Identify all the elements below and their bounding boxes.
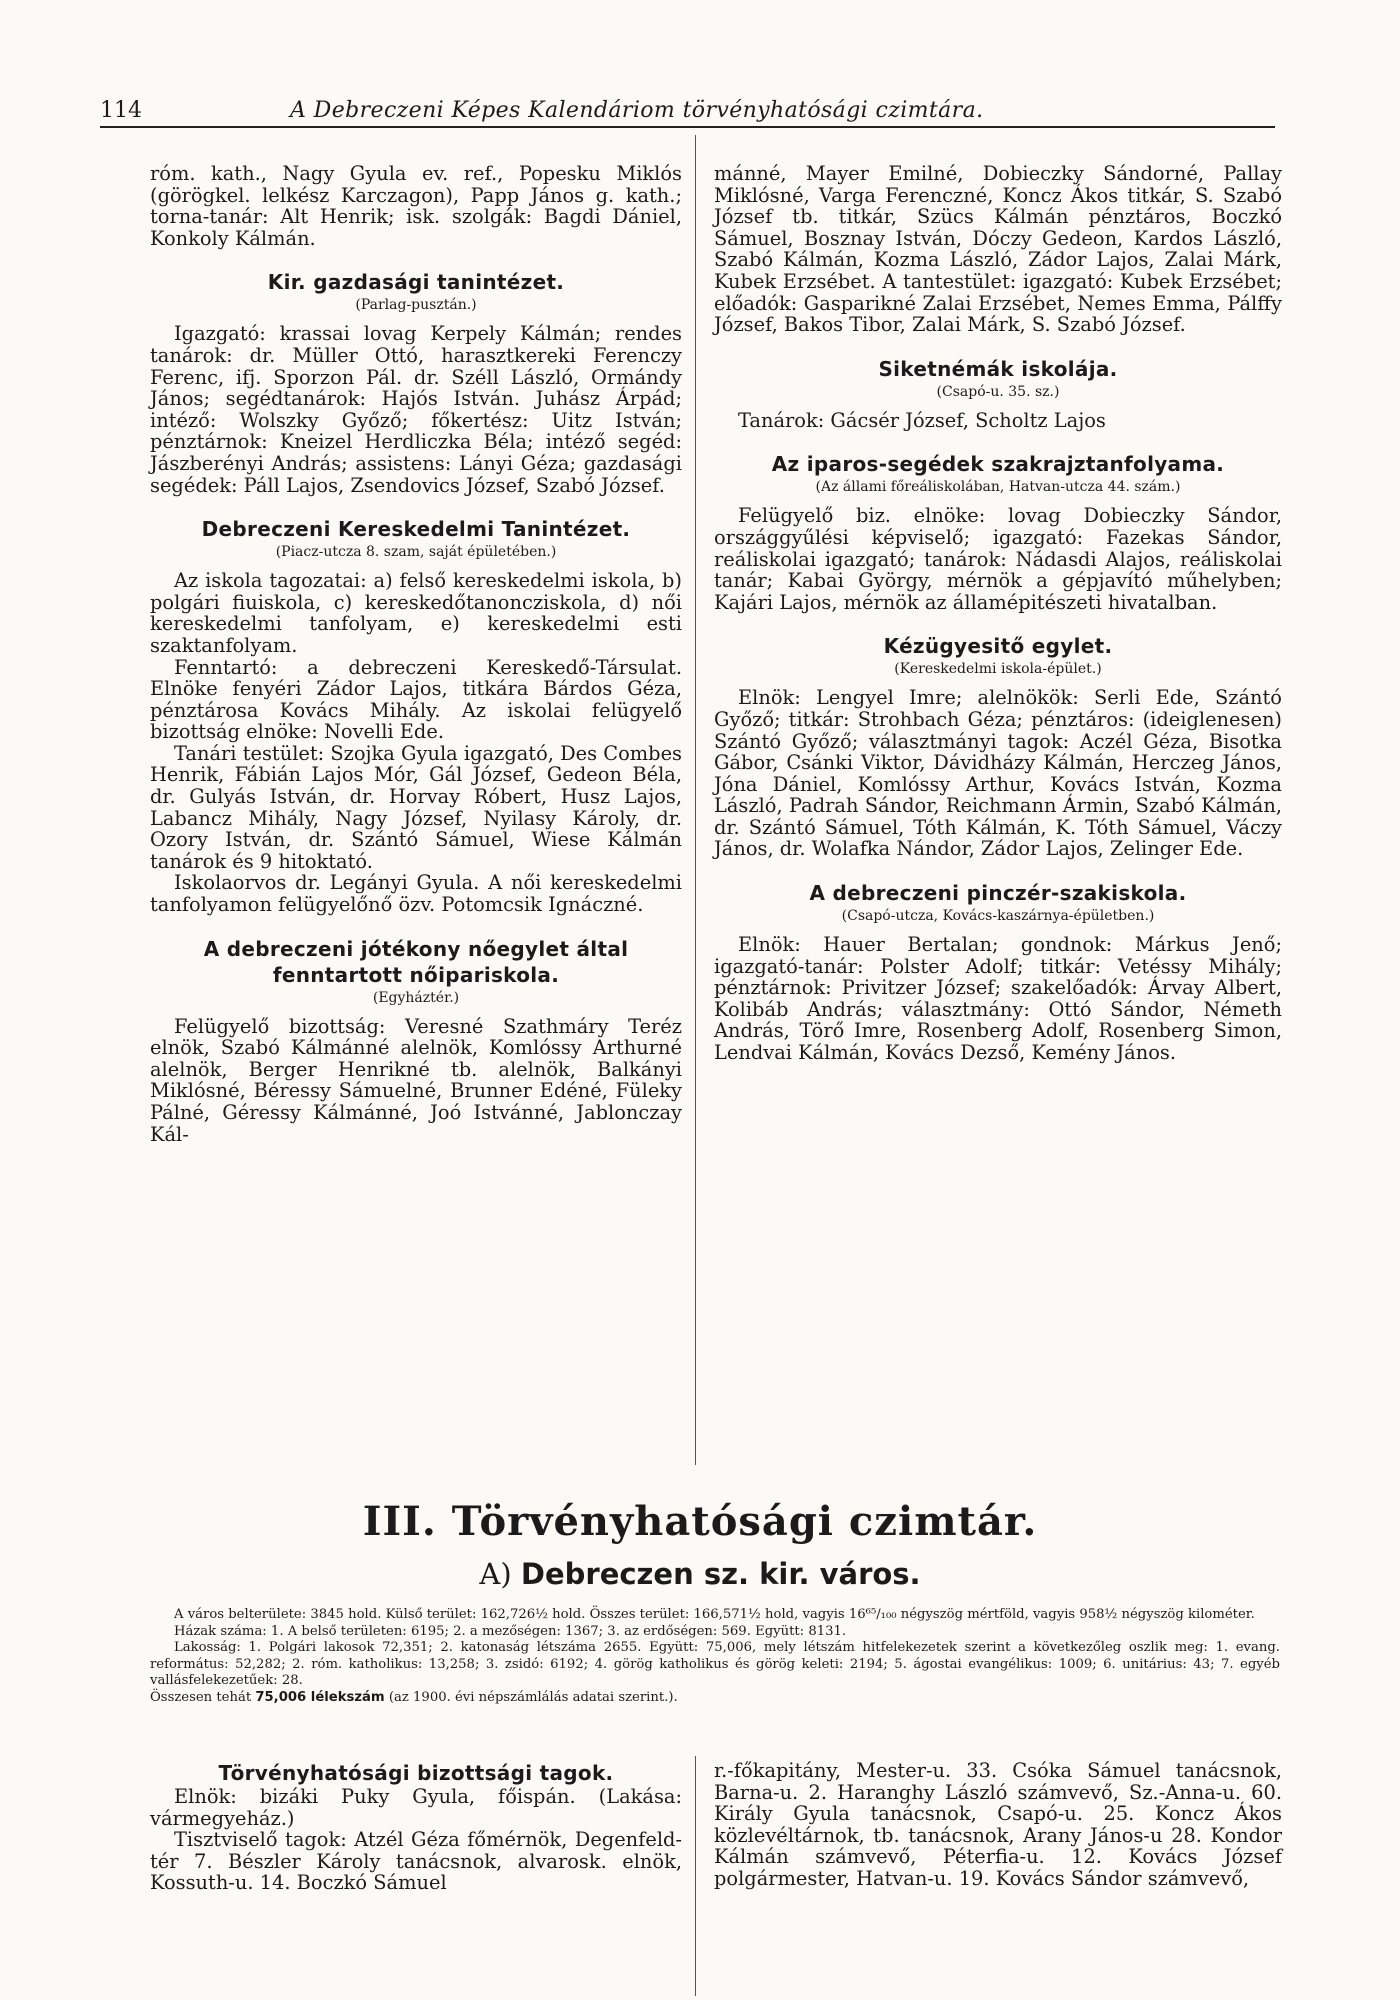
kereskedelmi-paragraph-3: Tanári testület: Szojka Gyula igazgató, Des Combes Henrik, Fábián Lajos Mór, Gál József, Gedeon Béla, dr. Gulyás István, dr. Horvay Róbert, Husz Lajos, Labancz Mihály, Nagy József, Nyilasy Károly, dr. Ozory István, dr. Szántó Sámuel, Wiese Kálmán tanárok és 9 hitoktató.	[150, 741, 682, 873]
section-body-siketnemak: Tanárok: Gácsér József, Scholtz Lajos	[738, 408, 1106, 432]
section-title-noegylet: A debreczeni jótékony nőegylet által fenntartott nőipariskola.	[203, 936, 629, 987]
stats-total-prefix: Összesen tehát	[150, 1689, 252, 1705]
page-number: 114	[100, 98, 142, 123]
column-divider	[695, 135, 696, 1465]
bizottsag-right-column	[714, 1760, 1282, 1890]
section-title-pinczer: A debreczeni pinczér-szakiskola.	[809, 881, 1187, 906]
section-title-siketnemak: Siketnémák iskolája.	[878, 356, 1118, 381]
section-body-iparos: Felügyelő biz. elnöke: lovag Dobieczky Sándor, országgyűlési képviselő; igazgató: Fazekas Sándor, reáliskolai igazgató; tanárok: Nádasdi Alajos, reáliskolai tanár; Kabai György, mérnök a gépjavító műhelyben; Kajári Lajos, mérnök az államépitészeti hivatalban.	[714, 504, 1282, 614]
section-title-bizottsag: Törvényhatósági bizottsági tagok.	[218, 1761, 614, 1785]
section-title-kereskedelmi: Debreczeni Kereskedelmi Tanintézet.	[201, 517, 631, 542]
stats-houses: Házak száma: 1. A belső területen: 6195; 2. a mezőségen: 1367; 3. az erdőségen: 569. Együtt: 8131.	[174, 1623, 847, 1639]
kereskedelmi-paragraph-2: Fenntartó: a debreczeni Kereskedő-Társulat. Elnöke fenyéri Zádor Lajos, titkára Bárdos Géza, pénztárosa Kovács Mihály. Az iskolai felügyelő bizottság elnöke: Novelli Ede.	[150, 655, 682, 744]
kereskedelmi-paragraph-4: Iskolaorvos dr. Legányi Gyula. A női kereskedelmi tanfolyamon felügyelőnő özv. Potomcsik Ignáczné.	[150, 871, 682, 917]
section-subtitle-iparos: (Az állami főreáliskolában, Hatvan-utcza 44. szám.)	[815, 479, 1181, 496]
chapter-subtitle-prefix: A)	[479, 1557, 512, 1591]
stats-total-value: 75,006 lélekszám	[255, 1689, 385, 1705]
city-statistics	[150, 1607, 1280, 1707]
stats-population: Lakosság: 1. Polgári lakosok 72,351; 2. katonaság létszáma 2655. Együtt: 75,006, mely létszám hitfelekezetek szerint a következőleg oszlik meg: 1. evang. református: 52,282; 2. róm. katholikus: 13,258; 3. zsidó: 6192; 4. görög katholikus és görög keleti: 2194; 5. ágostai evangélikus: 1009; 6. unitárius: 43; 7. egyéb vallásfelekezetűek: 28.	[150, 1640, 1280, 1689]
section-title-gazdasagi: Kir. gazdasági tanintézet.	[267, 270, 565, 295]
left-column	[150, 163, 682, 1145]
stats-total-suffix: (az 1900. évi népszámlálás adatai szerint.).	[388, 1689, 678, 1705]
right-column	[714, 163, 1282, 1064]
section-body-pinczer: Elnök: Hauer Bertalan; gondnok: Márkus Jenő; igazgató-tanár: Polster Adolf; titkár: Vetéssy Mihály; pénztárnok: Privitzer József; szakelőadók: Árvay Albert, Kolibáb András; választmány: Ottó Sándor, Németh András, Törő Imre, Rosenberg Adolf, Rosenberg Simon, Lendvai Kálmán, Kovács Dezső, Kemény János.	[714, 933, 1282, 1065]
page-header	[100, 92, 1275, 128]
section-body-kezugyesito: Elnök: Lengyel Imre; alelnökök: Serli Ede, Szántó Győző; titkár: Strohbach Géza; pénztáros: (ideiglenesen) Szántó Győző; választmányi tagok: Aczél Géza, Bisotka Gábor, Csánki Viktor, Dávidházy Kálmán, Herczeg János, Jóna Dániel, Komlóssy Arthur, Kovács István, Kozma László, Padrah Sándor, Reichmann Ármin, Szabó Kálmán, dr. Szántó Sámuel, Tóth Kálmán, K. Tóth Sámuel, Váczy János, dr. Wolafka Nándor, Zádor Lajos, Zelinger Ede.	[714, 686, 1282, 861]
section-subtitle-kereskedelmi: (Piacz-utcza 8. szam, saját épületében.)	[275, 544, 557, 561]
continuation-paragraph-right: mánné, Mayer Emilné, Dobieczky Sándorné, Pallay Miklósné, Varga Ferenczné, Koncz Ákos titkár, S. Szabó József tb. titkár, Szücs Kálmán pénztáros, Boczkó Sámuel, Bosznay István, Dóczy Gedeon, Kardos László, Szabó Kálmán, Kozma László, Zádor Lajos, Zalai Márk, Kubek Erzsébet. A tantestület: igazgató: Kubek Erzsébet; előadók: Gasparikné Zalai Erzsébet, Nemes Emma, Pálffy József, Bakos Tibor, Zalai Márk, S. Szabó József.	[714, 162, 1282, 337]
stats-total	[150, 1690, 1280, 1707]
chapter-subtitle-main: Debreczen sz. kir. város.	[520, 1557, 921, 1591]
bizottsag-left-column	[150, 1760, 682, 1894]
chapter-title: III. Törvényhatósági czimtár.	[362, 1498, 1038, 1545]
section-subtitle-siketnemak: (Csapó-u. 35. sz.)	[936, 383, 1060, 400]
section-title-iparos: Az iparos-segédek szakrajztanfolyama.	[771, 452, 1225, 477]
column-divider-bottom	[695, 1756, 696, 1996]
section-body-gazdasagi: Igazgató: krassai lovag Kerpely Kálmán; rendes tanárok: dr. Müller Ottó, harasztkereki Ferenczy Ferenc, ifj. Sporzon Pál. dr. Széll László, Ormándy János; segédtanárok: Hajós István. Juhász Árpád; intéző: Wolszky Győző; főkertész: Uitz István; pénztárnok: Kneizel Herdliczka Béla; intéző segéd: Jászberényi András; assistens: Lányi Géza; gazdasági segédek: Páll Lajos, Zsendovics József, Szabó József.	[150, 322, 682, 497]
continuation-paragraph: róm. kath., Nagy Gyula ev. ref., Popesku Miklós (görögkel. lelkész Karczagon), Papp János g. kath.; torna-tanár: Alt Henrik; isk. szolgák: Bagdi Dániel, Konkoly Kálmán.	[150, 162, 682, 250]
bizottsag-paragraph-2: Tisztviselő tagok: Atzél Géza főmérnök, Degenfeld-tér 7. Bészler Károly tanácsnok, alvarosk. elnök, Kossuth-u. 14. Boczkó Sámuel	[150, 1828, 682, 1895]
section-subtitle-pinczer: (Csapó-utcza, Kovács-kaszárnya-épületben.)	[841, 908, 1155, 925]
section-body-noegylet: Felügyelő bizottság: Veresné Szathmáry Teréz elnök, Szabó Kálmánné alelnök, Komlóssy Arthurné alelnök, Berger Henrikné tb. alelnök, Balkányi Miklósné, Béressy Sámuelné, Brunner Edéné, Füleky Pálné, Géressy Kálmánné, Joó Istvánné, Jablonczay Kál-	[150, 1014, 682, 1146]
section-subtitle-kezugyesito: (Kereskedelmi iskola-épület.)	[894, 661, 1102, 678]
chapter-subtitle	[0, 1557, 1400, 1591]
stats-area: A város belterülete: 3845 hold. Külső terület: 162,726½ hold. Összes terület: 166,571½ hold, vagyis 16⁶⁵/₁₀₀ négyszög mértföld, vagyis 958½ négyszög kilométer.	[174, 1607, 1255, 1622]
section-title-kezugyesito: Kézügyesitő egylet.	[883, 634, 1113, 659]
bizottsag-paragraph-1: Elnök: bizáki Puky Gyula, főispán. (Lakása: vármegyeház.)	[150, 1785, 682, 1830]
section-subtitle-noegylet: (Egyháztér.)	[372, 989, 460, 1006]
kereskedelmi-paragraph-1: Az iskola tagozatai: a) felső kereskedelmi iskola, b) polgári fiuiskola, c) kereskedőtanoncziskola, d) női kereskedelmi tanfolyam, e) kereskedelmi esti szaktanfolyam.	[150, 569, 682, 657]
running-title: A Debreczeni Képes Kalendáriom törvényhatósági czimtára.	[290, 98, 984, 123]
bizottsag-paragraph-right: r.-főkapitány, Mester-u. 33. Csóka Sámuel tanácsnok, Barna-u. 2. Haranghy László számvevő, Sz.-Anna-u. 60. Király Gyula tanácsnok, Csapó-u. 25. Koncz Ákos közlevéltárnok, tb. tanácsnok, Arany János-u 28. Kondor Kálmán számvevő, Péterfia-u. 12. Kovács József polgármester, Hatvan-u. 19. Kovács Sándor számvevő,	[714, 1759, 1282, 1890]
section-subtitle-gazdasagi: (Parlag-pusztán.)	[355, 297, 477, 314]
